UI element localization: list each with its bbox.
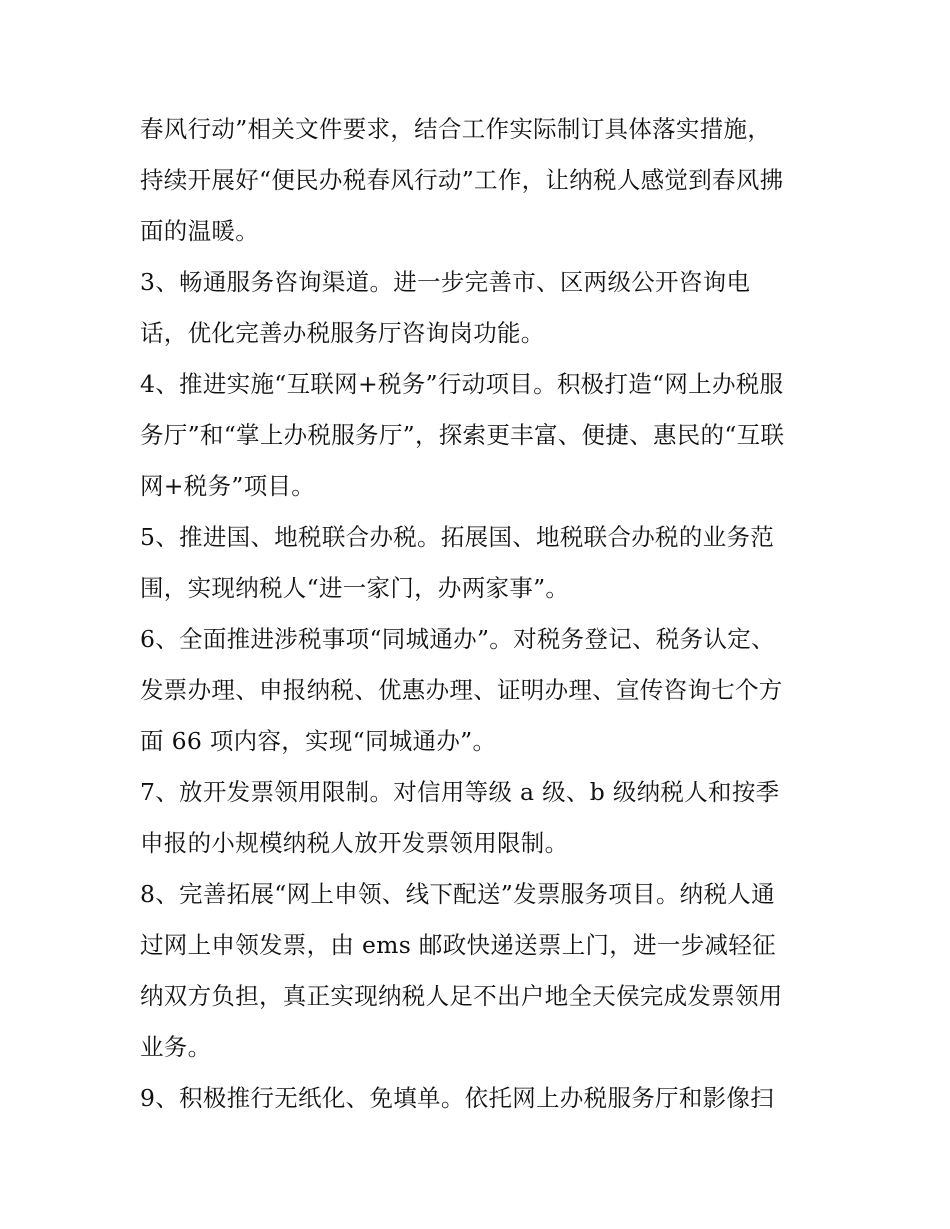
text-line: 5、推进国、地税联合办税。拓展国、地税联合办税的业务范 <box>140 523 775 551</box>
text-line: 务厅”和“掌上办税服务厅”，探索更丰富、便捷、惠民的“互联 <box>140 421 785 449</box>
text-line: 发票办理、申报纳税、优惠办理、证明办理、宣传咨询七个方 <box>140 676 783 704</box>
text-line: 6、全面推进涉税事项“同城通办”。对税务登记、税务认定、 <box>140 625 775 653</box>
text-line: 面的温暖。 <box>140 217 259 245</box>
body-text <box>140 104 830 1124</box>
text-line: 7、放开发票领用限制。对信用等级 a 级、b 级纳税人和按季 <box>140 778 780 806</box>
text-line: 4、推进实施“互联网+税务”行动项目。积极打造“网上办税服 <box>140 370 784 398</box>
text-line: 过网上申领发票，由 ems 邮政快递送票上门，进一步减轻征 <box>140 931 776 959</box>
text-line: 9、积极推行无纸化、免填单。依托网上办税服务厅和影像扫 <box>140 1084 775 1112</box>
text-line: 围，实现纳税人“进一家门，办两家事”。 <box>140 574 570 602</box>
text-line: 春风行动”相关文件要求，结合工作实际制订具体落实措施， <box>140 115 772 143</box>
text-line: 纳双方负担，真正实现纳税人足不出户地全天侯完成发票领用 <box>140 982 783 1010</box>
text-line: 网+税务”项目。 <box>140 472 316 500</box>
text-line: 申报的小规模纳税人放开发票领用限制。 <box>140 829 569 857</box>
text-line: 业务。 <box>140 1033 212 1061</box>
text-line: 话，优化完善办税服务厅咨询岗功能。 <box>140 319 545 347</box>
text-line: 8、完善拓展“网上申领、线下配送”发票服务项目。纳税人通 <box>140 880 775 908</box>
text-line: 面 66 项内容，实现“同城通办”。 <box>140 727 497 755</box>
text-line: 3、畅通服务咨询渠道。进一步完善市、区两级公开咨询电 <box>140 268 751 296</box>
text-line: 持续开展好“便民办税春风行动”工作，让纳税人感觉到春风拂 <box>140 166 784 194</box>
